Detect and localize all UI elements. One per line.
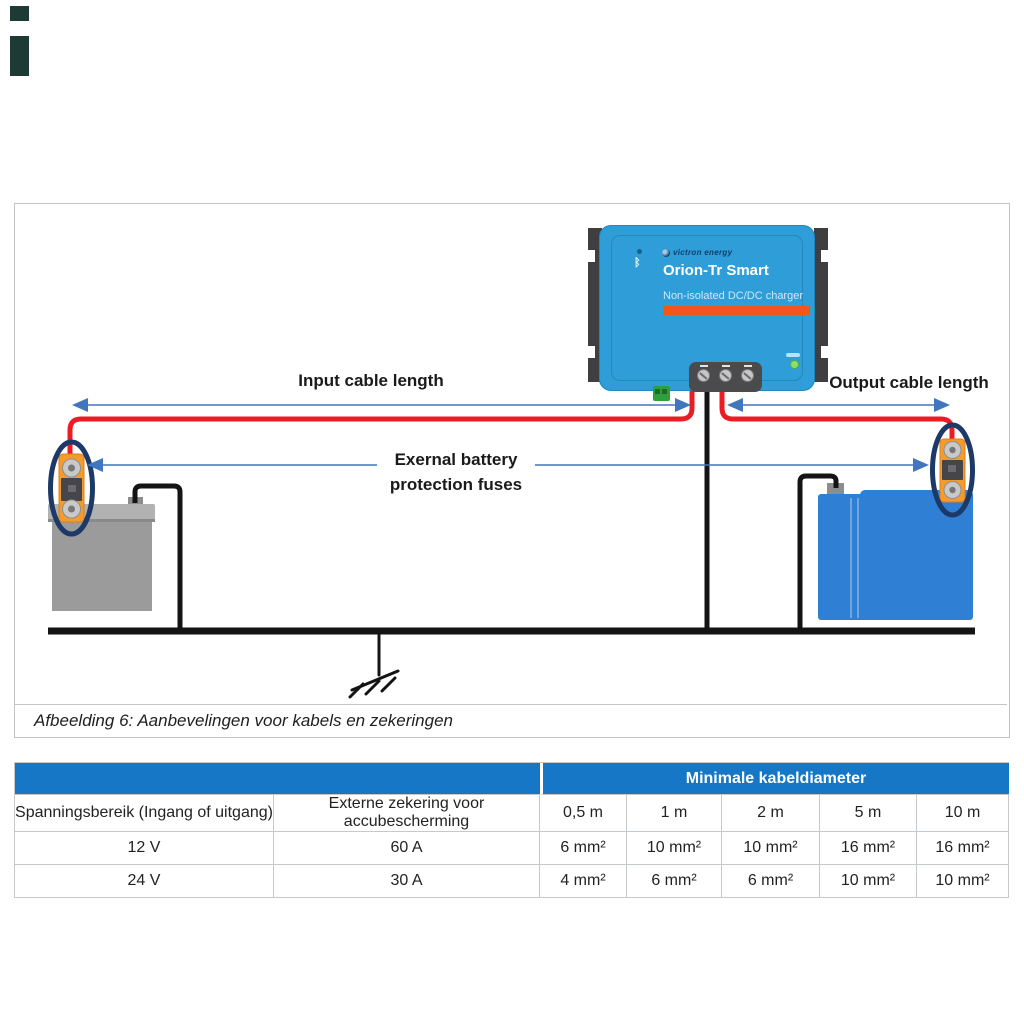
led-label-mark	[786, 353, 800, 357]
table-group-header-row	[15, 763, 1009, 795]
connector-pin	[662, 389, 667, 394]
table-cell: 4 mm²	[540, 865, 627, 898]
black-cables	[135, 378, 836, 628]
table-cell: 10 mm²	[917, 865, 1009, 898]
terminal-label-mark	[700, 365, 708, 367]
device-hole	[637, 249, 642, 254]
right-battery	[818, 483, 973, 620]
victron-logo-text: victron energy	[673, 248, 733, 257]
column-header: Externe zekering voor accubescherming	[274, 795, 540, 832]
table-cell: 10 mm²	[722, 832, 820, 865]
table-row	[15, 832, 1009, 865]
device-housing	[599, 225, 815, 391]
group-header-title: Minimale kabeldiameter	[540, 763, 1009, 795]
device-subtitle: Non-isolated DC/DC charger	[663, 290, 803, 302]
external-fuses-label-line2: protection fuses	[389, 475, 523, 494]
table-cell: 10 mm²	[627, 832, 722, 865]
table-cell: 24 V	[15, 865, 274, 898]
column-header: 0,5 m	[540, 795, 627, 832]
device-model-name: Orion-Tr Smart	[663, 262, 769, 279]
table-column-header-row	[15, 795, 1009, 832]
terminal-screw-gnd	[719, 369, 732, 382]
column-header: 10 m	[917, 795, 1009, 832]
orion-tr-smart-device	[588, 225, 828, 395]
input-cable-length-label: Input cable length	[298, 371, 444, 390]
table-cell: 30 A	[274, 865, 540, 898]
table-cell: 12 V	[15, 832, 274, 865]
cable-diameter-table	[14, 762, 1009, 898]
bracket-slot	[588, 250, 595, 262]
column-header: 5 m	[820, 795, 917, 832]
column-header: 2 m	[722, 795, 820, 832]
table-cell: 6 mm²	[627, 865, 722, 898]
column-header: Spanningsbereik (Ingang of uitgang)	[15, 795, 274, 832]
victron-energy-logo	[662, 248, 732, 257]
input-cable-arrow	[72, 398, 691, 412]
orange-accent-bar	[663, 306, 810, 315]
table-cell: 6 mm²	[722, 865, 820, 898]
chassis-ground-icon	[350, 634, 398, 697]
terminal-block	[689, 362, 762, 392]
external-fuses-label-line1: Exernal battery	[394, 450, 518, 469]
terminal-label-mark	[722, 365, 730, 367]
right-fuse	[940, 439, 965, 502]
table-cell: 6 mm²	[540, 832, 627, 865]
external-fuses-label	[346, 447, 566, 497]
group-header-spacer	[15, 763, 540, 795]
terminal-label-mark	[744, 365, 752, 367]
output-cable-length-label: Output cable length	[829, 373, 989, 392]
terminal-screw-out	[741, 369, 754, 382]
table-cell: 60 A	[274, 832, 540, 865]
remote-connector	[653, 386, 670, 401]
output-cable-arrow	[727, 398, 950, 412]
bracket-slot	[588, 346, 595, 358]
bluetooth-icon: ᛒ	[634, 256, 641, 269]
table-cell: 16 mm²	[917, 832, 1009, 865]
left-fuse	[59, 454, 84, 522]
table-cell: 10 mm²	[820, 865, 917, 898]
victron-swirl-icon	[662, 249, 670, 257]
bracket-slot	[821, 250, 828, 262]
table-row	[15, 865, 1009, 898]
column-header: 1 m	[627, 795, 722, 832]
terminal-screw-in	[697, 369, 710, 382]
connector-pin	[655, 389, 660, 394]
table-cell: 16 mm²	[820, 832, 917, 865]
status-led	[790, 360, 799, 369]
figure-caption: Afbeelding 6: Aanbevelingen voor kabels en zekeringen	[15, 704, 1007, 736]
mounting-bracket-right	[814, 228, 828, 382]
bracket-slot	[821, 346, 828, 358]
